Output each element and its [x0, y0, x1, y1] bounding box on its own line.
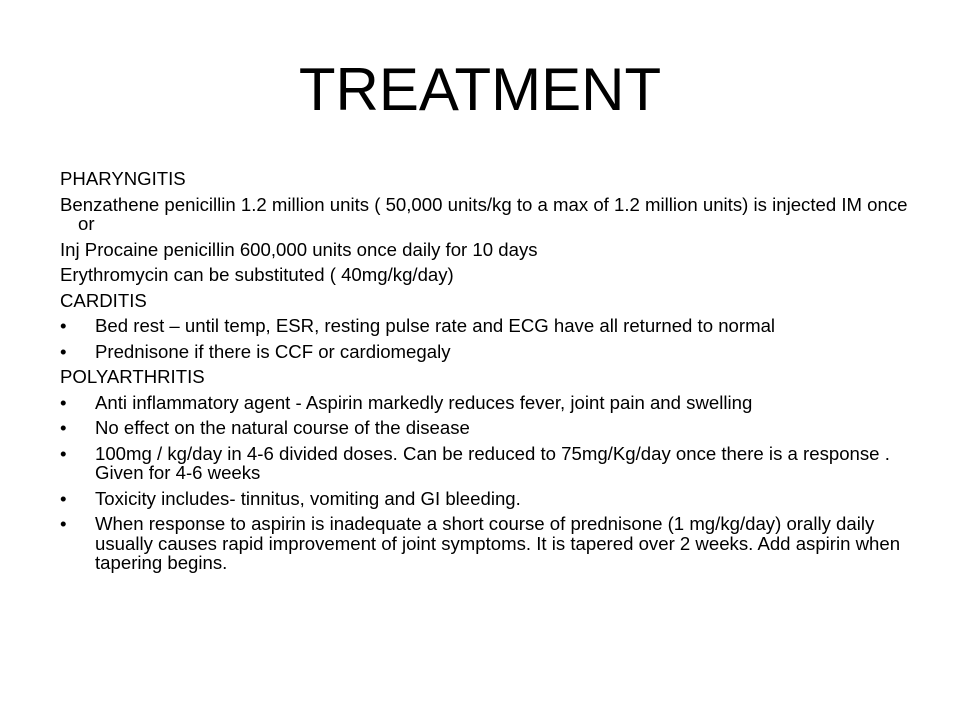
- bullet-text: When response to aspirin is inadequate a short course of prednisone (1 mg/kg/day) orally daily usually causes rapid improvement of joint symptoms. It is tapered over 2 weeks. Add aspirin when tapering begins.: [95, 513, 901, 573]
- section-heading-pharyngitis: PHARYNGITIS: [60, 168, 186, 189]
- bullet-text: Toxicity includes- tinnitus, vomiting and GI bleeding.: [95, 487, 521, 509]
- bullet-item: [60, 489, 910, 509]
- bullet-text: Bed rest – until temp, ESR, resting pulse rate and ECG have all returned to normal: [95, 315, 776, 336]
- bullet-text: Prednisone if there is CCF or cardiomegaly: [95, 340, 451, 362]
- section-heading-carditis: CARDITIS: [60, 289, 147, 311]
- bullet-item: [60, 418, 910, 438]
- bullet-text: Anti inflammatory agent - Aspirin markedly reduces fever, joint pain and swelling: [95, 391, 753, 413]
- slide-title: TREATMENT: [298, 56, 662, 123]
- bullet-item: [60, 393, 910, 413]
- bullet-item: [60, 316, 910, 336]
- pharyngitis-line: Inj Procaine penicillin 600,000 units once daily for 10 days: [60, 238, 538, 260]
- bullet-icon: •: [60, 391, 67, 413]
- bullet-icon: •: [60, 315, 67, 336]
- bullet-item: [60, 444, 910, 483]
- bullet-icon: •: [60, 442, 67, 464]
- section-heading-polyarthritis: POLYARTHRITIS: [60, 366, 205, 387]
- pharyngitis-line: Benzathene penicillin 1.2 million units ( 50,000 units/kg to a max of 1.2 million units) is injected IM once or: [60, 193, 908, 234]
- bullet-icon: •: [60, 340, 67, 362]
- bullet-text: 100mg / kg/day in 4-6 divided doses. Can be reduced to 75mg/Kg/day once there is a response . Given for 4-6 weeks: [95, 442, 890, 483]
- bullet-icon: •: [60, 487, 67, 509]
- bullet-item: [60, 514, 910, 573]
- bullet-icon: •: [60, 417, 67, 438]
- bullet-text: No effect on the natural course of the disease: [95, 417, 470, 438]
- bullet-item: [60, 342, 910, 362]
- pharyngitis-line: Erythromycin can be substituted ( 40mg/kg/day): [60, 264, 454, 285]
- bullet-icon: •: [60, 513, 67, 534]
- slide-body: [60, 169, 910, 579]
